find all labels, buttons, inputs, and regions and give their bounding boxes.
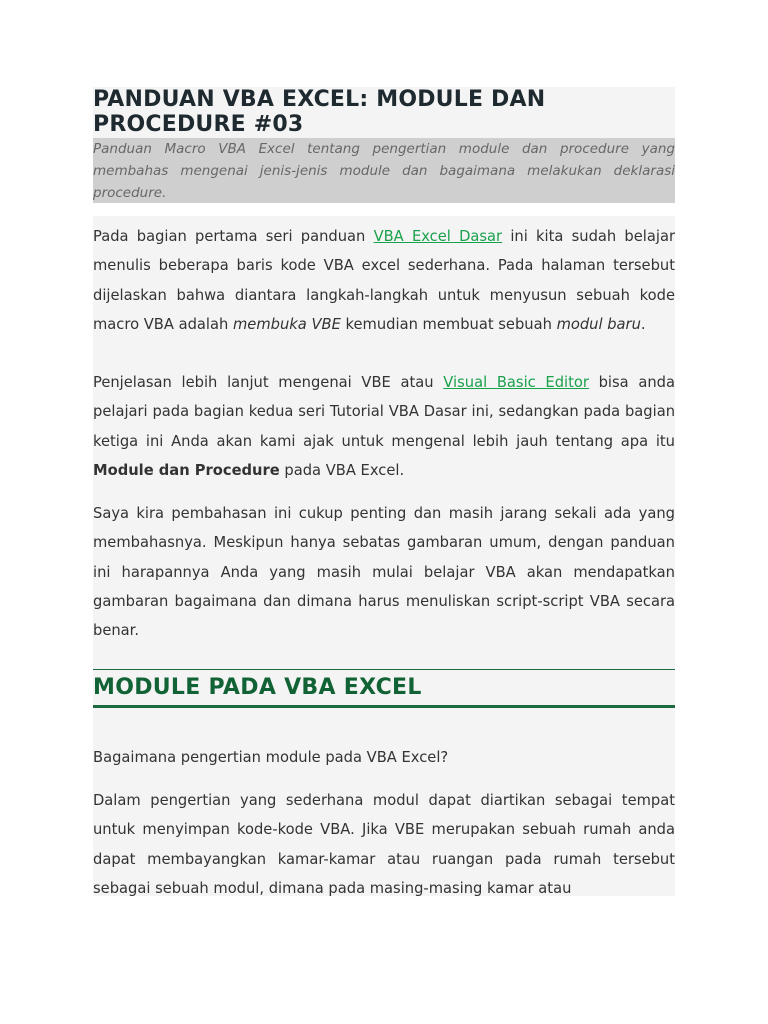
paragraph-vbe <box>93 368 675 485</box>
vba-excel-dasar-link[interactable]: VBA Excel Dasar <box>373 228 503 245</box>
section-divider-top <box>93 669 675 670</box>
paragraph-opinion: Saya kira pembahasan ini cukup penting dan masih jarang sekali ada yang membahasnya. Meskipun hanya sebatas gambaran umum, dengan panduan ini harapannya Anda yang masih mulai belajar VBA akan mendapatkan gambaran bagaimana dan dimana harus menuliskan script-script VBA secara benar. <box>93 505 675 640</box>
paragraph-text: Penjelasan lebih lanjut mengenai VBE atau <box>93 374 444 391</box>
emphasis-text: modul baru <box>556 315 641 333</box>
article-body <box>93 216 675 896</box>
section-divider-bottom <box>93 705 675 708</box>
emphasis-text: membuka VBE <box>232 315 341 333</box>
visual-basic-editor-link[interactable]: Visual Basic Editor <box>443 374 589 391</box>
paragraph-text: kemudian membuat sebuah <box>340 315 557 333</box>
paragraph-text: Pada bagian pertama seri panduan <box>93 228 374 245</box>
paragraph-intro <box>93 222 675 339</box>
paragraph-module-definition: Dalam pengertian yang sederhana modul dapat diartikan sebagai tempat untuk menyimpan kode-kode VBA. Jika VBE merupakan sebuah rumah anda dapat membayangkan kamar-kamar atau ruangan pada rumah tersebut sebagai sebuah modul, dimana pada masing-masing kamar atau <box>93 792 675 897</box>
summary-block <box>93 138 675 203</box>
paragraph-text: pada VBA Excel. <box>279 461 405 479</box>
page-title: PANDUAN VBA EXCEL: MODULE DAN PROCEDURE #03 <box>93 87 546 137</box>
paragraph-text: . <box>640 315 646 333</box>
article-summary: Panduan Macro VBA Excel tentang pengertian module dan procedure yang membahas mengenai jenis-jenis module dan bagaimana melakukan deklarasi procedure. <box>93 141 675 201</box>
bold-text: Module dan Procedure <box>93 461 280 479</box>
title-block <box>93 87 675 138</box>
paragraph-text: ini kita sudah belajar menulis beberapa baris kode VBA excel sederhana. Pada halaman tersebut dijelaskan bahwa diantara langkah-langkah untuk menyusun sebuah kode macro VBA adalah <box>93 228 675 333</box>
paragraph-question: Bagaimana pengertian module pada VBA Excel? <box>93 749 449 766</box>
paragraph-text: bisa anda pelajari pada bagian kedua seri Tutorial VBA Dasar ini, sedangkan pada bagian ketiga ini Anda akan kami ajak untuk mengenal lebih jauh tentang apa itu <box>93 374 675 450</box>
section-heading: MODULE PADA VBA EXCEL <box>93 675 422 700</box>
